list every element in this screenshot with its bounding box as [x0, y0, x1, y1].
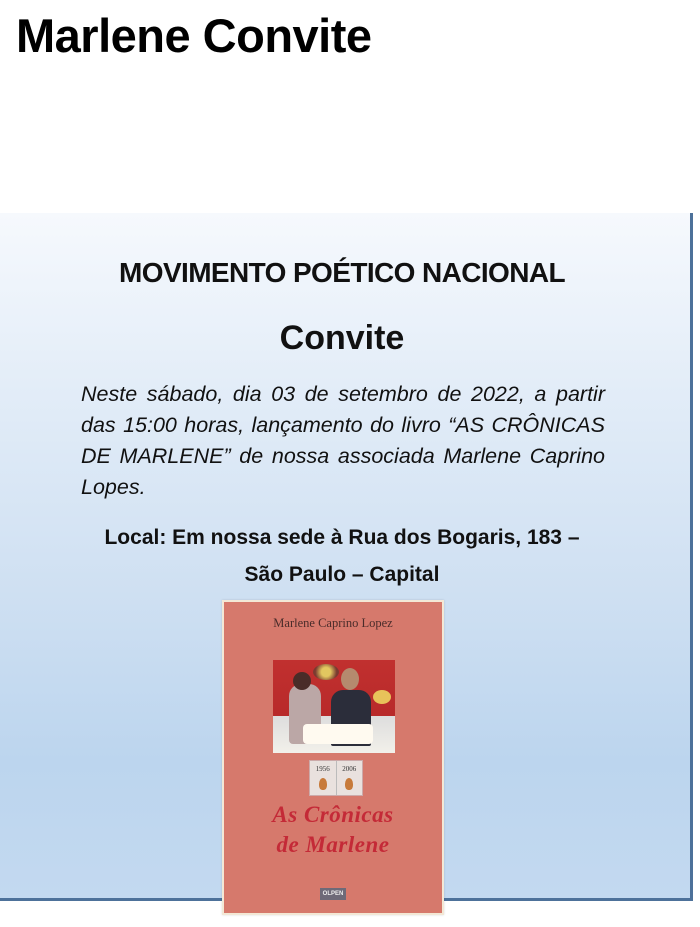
book-author: Marlene Caprino Lopez [273, 616, 393, 630]
photo-cake [303, 724, 373, 744]
location-line-2: São Paulo – Capital [244, 563, 440, 586]
book-cover-photo [273, 660, 395, 753]
book-years-emblem [309, 760, 363, 796]
book-title-line-1: As Crônicas [272, 802, 394, 827]
book-cover-image [222, 600, 444, 915]
flyer-body-text: Neste sábado, dia 03 de setembro de 2022, a partir das 15:00 horas, lançamento do livro “AS CRÔNICAS DE MARLENE” de nossa associada Marlene Caprino Lopes. [81, 382, 605, 499]
flowers-decoration [313, 664, 339, 680]
publisher-logo: OLPEN [320, 888, 346, 900]
year-start: 1956 [310, 761, 337, 795]
photo-man-head [341, 668, 359, 690]
book-title [224, 800, 442, 860]
photo-woman-head [293, 672, 311, 690]
flyer-subheading: Convite [279, 319, 405, 357]
flyer-heading: MOVIMENTO POÉTICO NACIONAL [119, 257, 565, 288]
year-end: 2006 [337, 761, 363, 795]
book-title-line-2: de Marlene [276, 832, 390, 857]
flowers-decoration [373, 690, 391, 704]
page-title: Marlene Convite [16, 9, 372, 62]
location-line-1: Local: Em nossa sede à Rua dos Bogaris, 183 – [104, 526, 580, 549]
flyer-location [0, 519, 684, 593]
